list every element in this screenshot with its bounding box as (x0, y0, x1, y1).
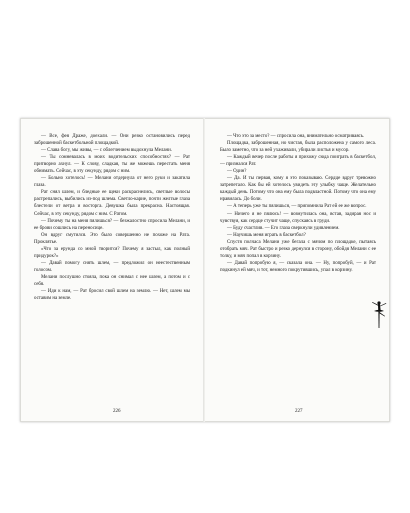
ballerina-silhouette-icon (370, 300, 388, 330)
paragraph: «Что за ерунда со мной творится? Почему я застыл, как полный придурок?» (34, 246, 190, 259)
book-fold (203, 118, 205, 422)
paragraph: — Все, фея Драже, доехали. — Они резко остановились перед заброшенной баскетбольной площадкой. (34, 134, 190, 147)
right-page-text (220, 133, 376, 403)
paragraph: — Да. И ты первая, кому я это показываю. Сердце вдруг тревожно затрепетало. Как бы ей хотелось увидеть эту улыбку чаще. Желательно каждый день. Потому что она ему была подвластной. Потому что она ему нравилась. До боли. (220, 176, 376, 203)
paragraph: — Больно хотелось! — Мелани отдернула от него руки и закатила глаза. (34, 176, 190, 189)
left-page-text (34, 133, 190, 403)
paragraph: — Иди к нам, — Рат бросил свой шлем на землю. — Нет, шлем мы оставим на земле. (34, 289, 190, 302)
paragraph: — Почему ты на меня пялишься? — безжалостно спросила Мелани, и ее брови сошлись на переносице. (34, 218, 190, 231)
right-page-number: 227 (295, 409, 303, 414)
paragraph: Спустя полчаса Мелани уже бегала с мячом по площадке, пытаясь отобрать мяч. Рат быстро и резко дернулся в сторону, обойдя Мелани с ее толку, и мяч попал в корзину. (220, 239, 376, 259)
paragraph: Он вдруг смутился. Это было совершенно не похоже на Рата. Проклятье. (34, 232, 190, 245)
paragraph: Площадка, заброшенная, но чистая, была расположена у самого леса. Было заметно, что за ней ухаживали, убирали листья и мусор. (220, 141, 376, 154)
paragraph: — Ничего я не пялюсь! — возмутилась она, встав, задирая нос и чувствуя, как сердце стучит чаще, спускаясь в груди. (220, 211, 376, 224)
paragraph: — Давай попробую я, — сказала она. — Ну, попробуй, — и Рат подкинул ей мяч, и тот, немного покрутившись, упал в корзину. (220, 260, 376, 273)
paragraph: — Что это за место? — спросила она, внимательно осматриваясь. (227, 134, 365, 139)
paragraph: — Научишь меня играть в баскетбол? (227, 232, 306, 238)
paragraph: — Слава богу, мы живы, — с облегчением выдохнула Мелани. (41, 148, 172, 154)
paragraph: — Давай помогу снять шлем, — предложил он неестественным голосом. (34, 260, 190, 273)
left-page-number: 226 (113, 409, 121, 414)
paragraph: — А теперь уже ты пялишься, — припомнила Рат ей ее же вопрос. (227, 204, 367, 210)
paragraph: Рат снял шлем, и бледные ее щеки раскраснелись, светлые волосы растрепались, выбились из-под шлема. Светло-карие, почти желтые глаза блестели от ветра и восторга. Девушка была прекрасна. Настоящая. Сейчас, в эту секунду, рядом с ним. С Ратом. (34, 190, 190, 217)
paragraph: — Каждый вечер после работы я прихожу сюда поиграть в баскетбол, — признался Рат. (220, 155, 376, 168)
paragraph: — Ты сомневалась в моих водительских способностях? — Рат притворно ахнул. — К слову, сладкая, ты же можешь перестать меня обнимать. Сейчас, в эту секунду, рядом с ним. (34, 155, 190, 175)
paragraph: — Буду счастлив. — Его глаза сверкнули удивлением. (227, 225, 340, 231)
paragraph: — Один? (227, 169, 247, 175)
paragraph: Мелани послушно стояла, пока он снимал с нее шлем, а потом и с себя. (34, 274, 190, 287)
